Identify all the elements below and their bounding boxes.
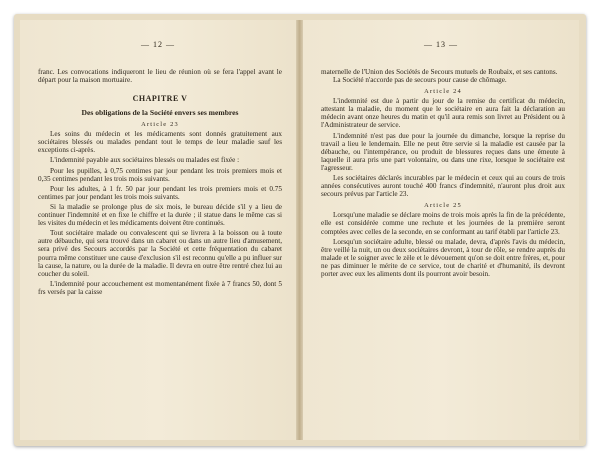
left-paragraph: Les soins du médecin et les médicaments sont donnés gratuitement aux sociétaires blessés ou malades pendant tout le temps de leur maladie sauf les exceptions ci-après. [38,130,282,155]
left-page-content [38,68,282,296]
right-paragraph: Lorsqu'un sociétaire adulte, blessé ou malade, devra, d'après l'avis du médecin, être veillé la nuit, un ou deux sociétaires devront, à tour de rôle, se rendre auprès du malade et le soigner avec le zèle et le dévouement qu'on se doit entre frères, et, pour ne pas diminuer le mérite de ce service, tout de charité et d'humanité, ils devront porter avec eux les aliments dont ils pourront avoir besoin. [321,237,565,278]
right-page-content [321,68,565,278]
article-23-label: Article 23 [141,121,179,129]
right-paragraph: Lorsqu'une maladie se déclare moins de trois mois après la fin de la précédente, elle est considérée comme une rechute et les journées de la première seront comptées avec celles de la seconde, en se conformant au tarif établi par l'article 23. [321,211,565,236]
right-page [303,20,579,440]
page-number-right: — 13 — [424,40,458,49]
section-title: Des obligations de la Société envers ses membres [81,108,239,118]
left-paragraph: Tout sociétaire malade ou convalescent qui se livrera à la boisson ou à toute autre débauche, qui sera trouvé dans un cabaret ou dans un autre lieu d'amusement, sera privé des Secours accordés par la Société et cette fréquentation du cabaret pourra même constituer une cause d'exclusion s'il est reconnu qu'elle a pu influer sur la cause, la nature, ou la durée de la maladie. Il devra en outre être rentré chez lui au coucher du soleil. [38,229,282,278]
right-paragraph: L'indemnité n'est pas due pour la journée du dimanche, lorsque la reprise du travail a lieu le lendemain. Elle ne peut être servie si la maladie est causée par la débauche, ou l'intempérance, ou produit de blessures reçues dans une émeute à laquelle il aura pris une part volontaire, ou dans une rixe, lorsque le sociétaire est l'agresseur. [321,131,565,172]
right-paragraph: La Société n'accorde pas de secours pour cause de chômage. [333,76,507,85]
left-page [20,20,296,440]
left-paragraph: L'indemnité payable aux sociétaires blessés ou malades est fixée : [50,156,240,165]
book-gutter [296,20,303,440]
right-paragraph: L'indemnité est due à partir du jour de la remise du certificat du médecin, attestant la maladie, du moment que le sociétaire en aura fait la déclaration au médecin avant onze heures du matin et qu'il aura remis son livret au Président ou à l'Administrateur de service. [321,97,565,130]
left-paragraph: Si la maladie se prolonge plus de six mois, le bureau décide s'il y a lieu de continuer l'indemnité et en fixe le chiffre et la durée ; il statue dans le même cas si les visites du médecin et les médicaments doivent être continués. [38,202,282,228]
page-number-left: — 12 — [141,40,175,49]
left-paragraph: L'indemnité pour accouchement est momentanément fixée à 7 francs 50, dont 5 frs versés par la caisse [38,279,282,296]
article-24-label: Article 24 [424,88,462,96]
left-intro: franc. Les convocations indiqueront le lieu de réunion où se fera l'appel avant le départ pour la maison mortuaire. [38,68,282,85]
chapter-heading: CHAPITRE V [132,94,188,104]
right-paragraph: maternelle de l'Union des Sociétés de Secours mutuels de Roubaix, et ses cantons. [321,68,558,76]
left-paragraph: Pour les adultes, à 1 fr. 50 par jour pendant les trois premiers mois et 0.75 centimes par jour pendant les trois mois suivants. [38,184,282,201]
open-booklet [14,14,586,446]
right-paragraph: Les sociétaires déclarés incurables par le médecin et ceux qui au cours de trois années consécutives auront touché 400 francs d'indemnité, n'auront plus droit aux secours prévus par l'article 23. [321,174,565,199]
article-25-label: Article 25 [424,202,462,210]
left-paragraph: Pour les pupilles, à 0,75 centimes par jour pendant les trois premiers mois et 0,35 centimes pendant les trois mois suivants. [38,166,282,183]
